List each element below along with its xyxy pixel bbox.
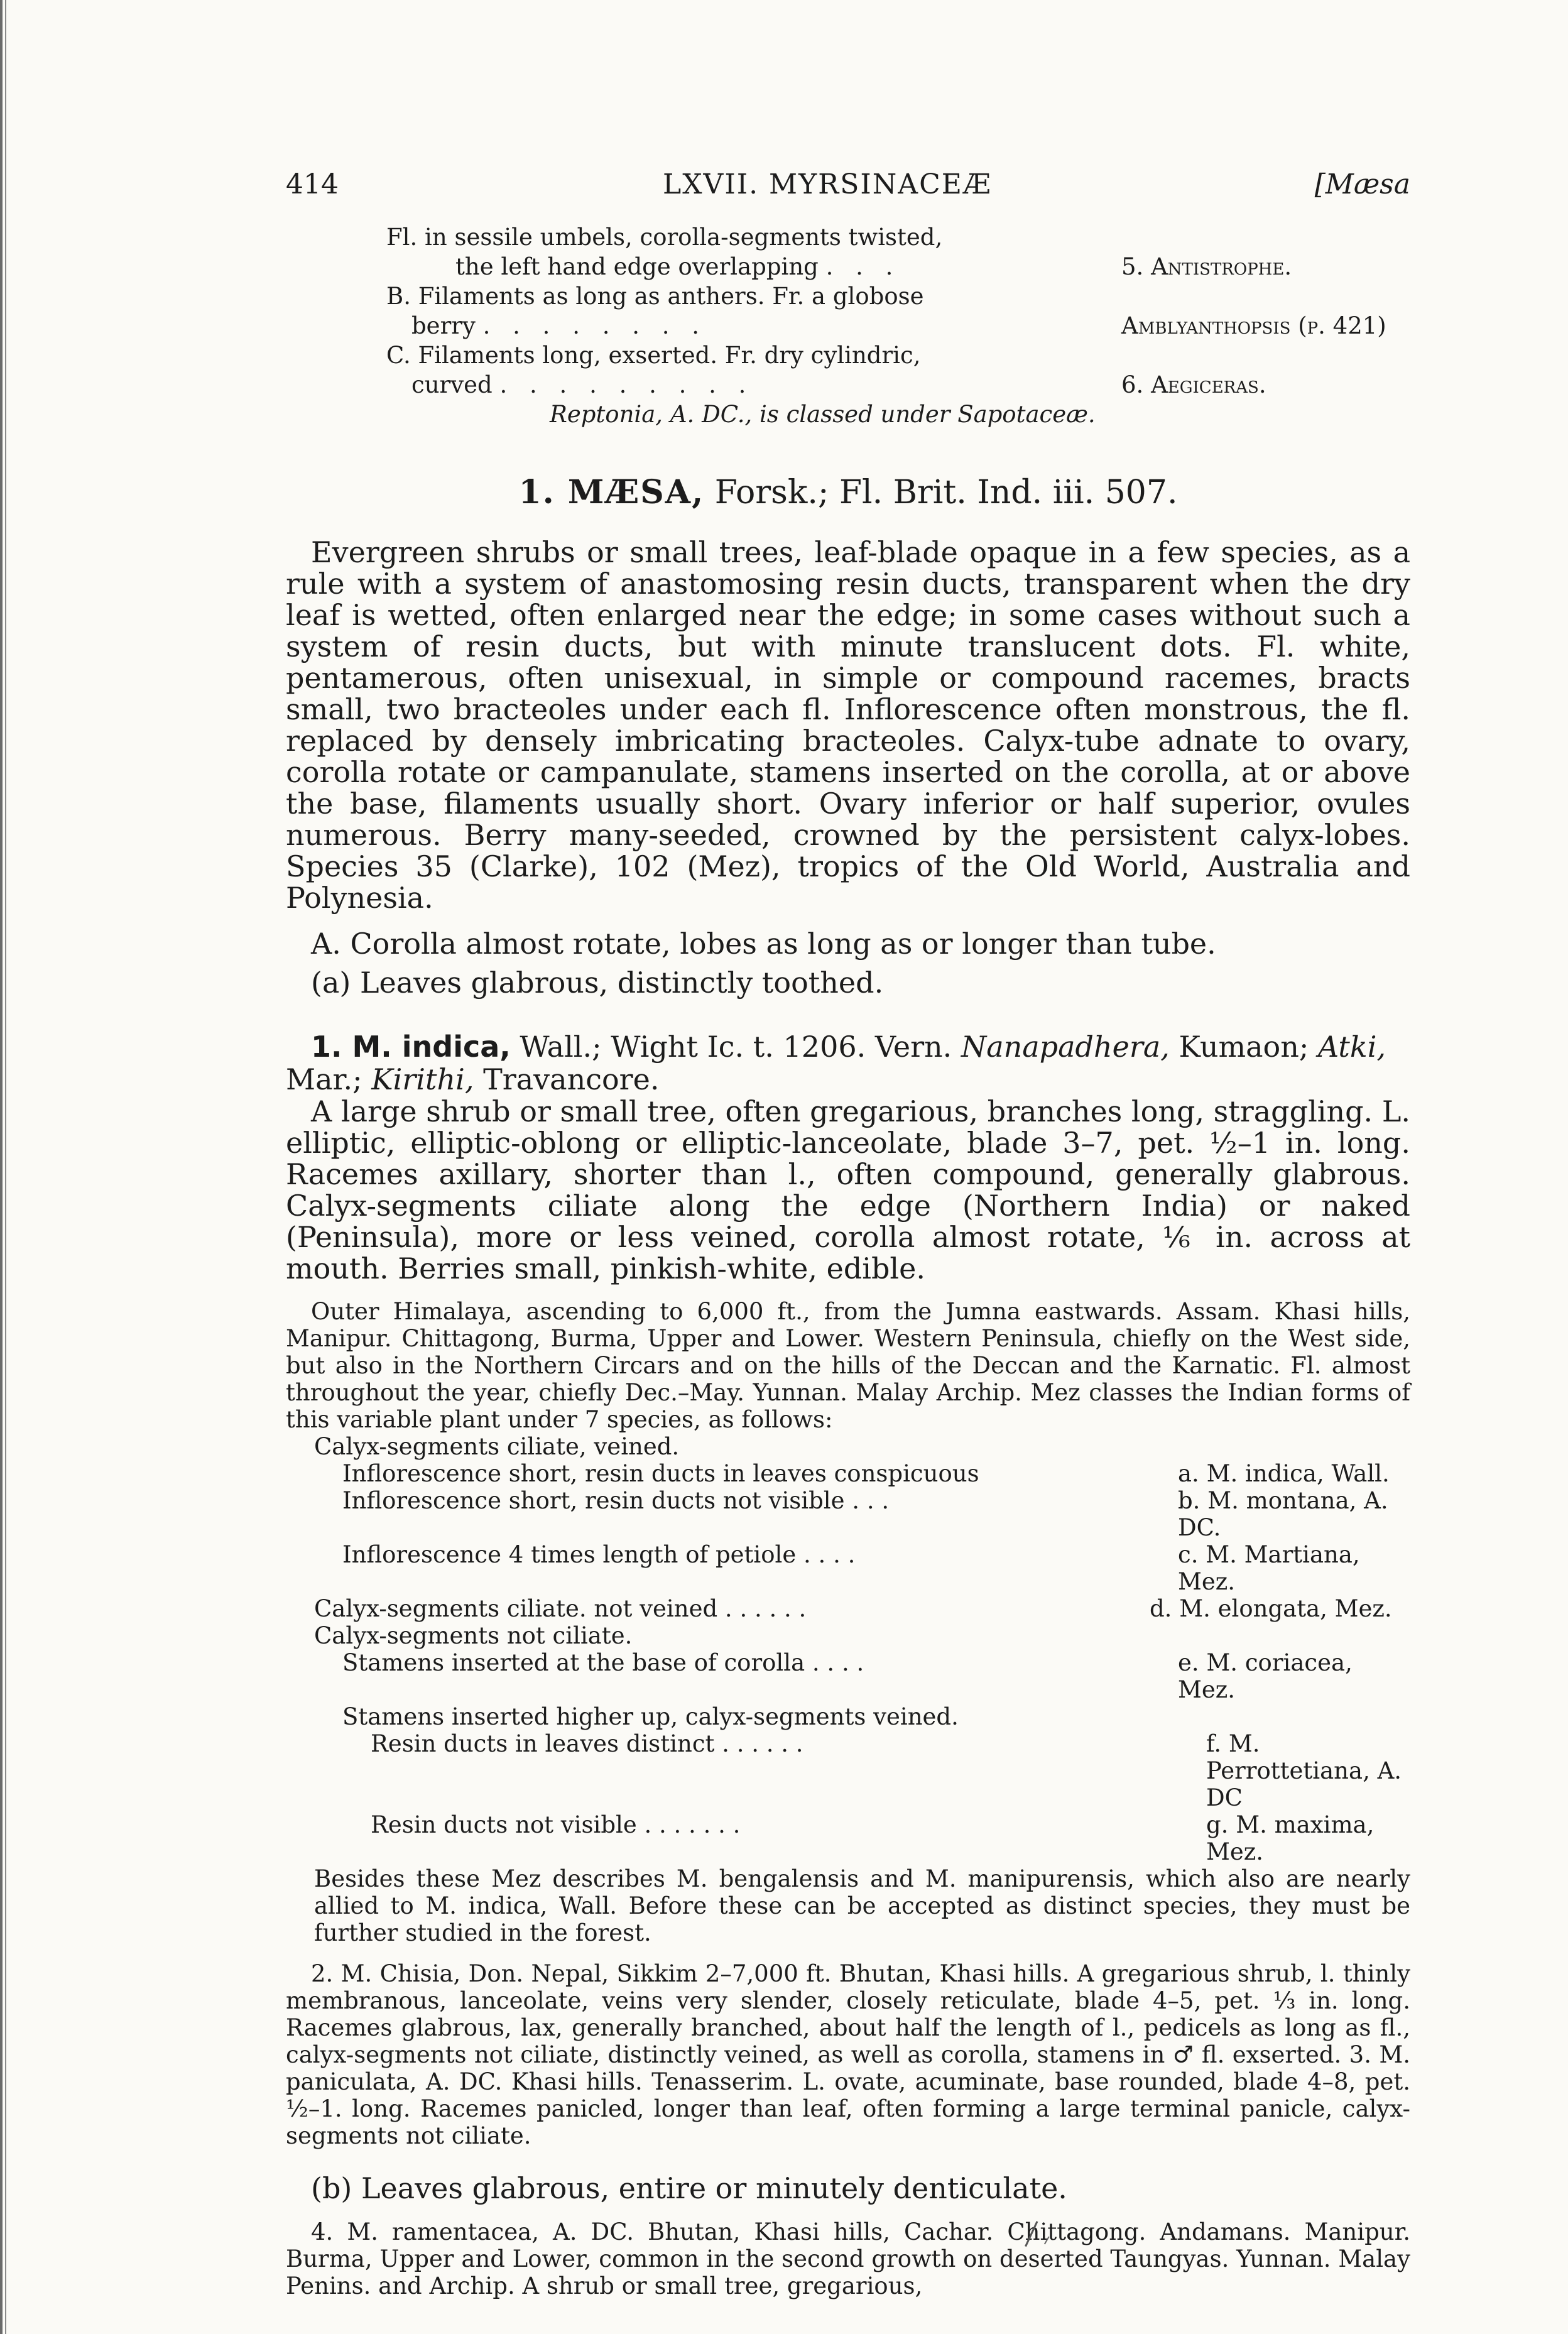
page-content [286, 168, 1410, 2299]
genus-description: Evergreen shrubs or small trees, leaf-blade opaque in a few species, as a rule with a system of anastomosing resin ducts, transparent when the dry leaf is wetted, often enlarged near the edge; in some cases without such a system of resin ducts, but with minute translucent dots. Fl. white, pentamerous, often unisexual, in simple or compound racemes, bracts small, two bracteoles under each fl. Inflorescence often monstrous, the fl. replaced by densely imbricating bracteoles. Calyx-tube adnate to ovary, corolla rotate or campanulate, stamens inserted on the corolla, at or above the base, filaments usually short. Ovary inferior or half superior, ovules numerous. Berry many-seeded, crowned by the persistent calyx-lobes. Species 35 (Clarke), 102 (Mez), tropics of the Old World, Australia and Polynesia. [286, 535, 1410, 915]
table-row: Stamens inserted higher up, calyx-segments veined. [342, 1703, 959, 1730]
species-1-description: A large shrub or small tree, often gregarious, branches long, straggling. L. elliptic, elliptic-oblong or elliptic-lanceolate, blade 3–7, pet. ½–1 in. long. Racemes axillary, shorter than l., often compound, generally glabrous. Calyx-segments ciliate along the edge (Northern India) or naked (Peninsula), more or less veined, corolla almost rotate, ⅙ in. across at mouth. Berries small, pinkish-white, edible. [286, 1094, 1410, 1285]
page-number: 414 [286, 168, 339, 200]
section-a-heading: A. Corolla almost rotate, lobes as long as or longer than tube. [311, 927, 1216, 961]
key-row: the left hand edge overlapping . . . 5. Antistrophe. [455, 253, 1292, 280]
species-2-3-text: 2. M. Chisia, Don. Nepal, Sikkim 2–7,000 ft. Bhutan, Khasi hills. A gregarious shrub, l. thinly membranous, lanceolate, veins very slender, closely reticulate, blade 4–5, pet. ⅓ in. long. Racemes glabrous, lax, generally branched, about half the length of l., pedicels as long as fl., calyx-segments not ciliate, distinctly veined, as well as corolla, stamens in ♂ fl. exserted. 3. M. paniculata, A. DC. Khasi hills. Tenasserim. L. ovate, acuminate, base rounded, blade 4–8, pet. ½–1. long. Racemes panicled, longer than leaf, often forming a large terminal panicle, calyx-segments not ciliate. [286, 1960, 1410, 2149]
family-title: LXVII. MYRSINACEÆ [663, 168, 992, 200]
genus-authority: Forsk.; Fl. Brit. Ind. iii. 507. [714, 474, 1178, 511]
key-row: berry . . . . . . . . Amblyanthopsis (p. 421) [411, 312, 1386, 339]
table-row: Inflorescence short, resin ducts not visible . . . b. M. montana, A. DC. [342, 1487, 1388, 1541]
table-row: Resin ducts in leaves distinct . . . . . . f. M. Perrottetiana, A. DC [371, 1730, 1402, 1811]
table-row: Stamens inserted at the base of corolla . . . . e. M. coriacea, Mez. [342, 1649, 1353, 1703]
subsection-b-heading: (b) Leaves glabrous, entire or minutely denticulate. [311, 2171, 1067, 2205]
key-row: curved . . . . . . . . . 6. Aegiceras. [411, 371, 1266, 398]
subsection-a-heading: (a) Leaves glabrous, distinctly toothed. [311, 966, 884, 1000]
table-row: Calyx-segments ciliate. not veined . . . . . . d. M. elongata, Mez. [314, 1595, 1392, 1622]
table-row: Calyx-segments ciliate, veined. [314, 1433, 680, 1460]
species-1-heading: 1. M. indica, Wall.; Wight Ic. t. 1206. Vern. Nanapadhera, Kumaon; Atki, Mar.; Kirithi, Travancore. [286, 1030, 1386, 1096]
mez-classification-table [286, 1433, 1410, 1865]
genus-heading [286, 473, 1410, 511]
table-row: Calyx-segments not ciliate. [314, 1622, 633, 1649]
species-1-name: 1. M. indica, [311, 1030, 511, 1064]
key-note: Reptonia, A. DC., is classed under Sapotaceæ. [550, 401, 1096, 428]
key-row: C. Filaments long, exserted. Fr. dry cylindric, [386, 342, 921, 369]
genus-key [286, 222, 1410, 429]
running-header [286, 168, 1410, 219]
species-1-distribution: Outer Himalaya, ascending to 6,000 ft., from the Jumna eastwards. Assam. Khasi hills, Manipur. Chittagong, Burma, Upper and Lower. Western Peninsula, chiefly on the West side, but also in the Northern Circars and on the hills of the Deccan and the Karnatic. Fl. almost throughout the year, chiefly Dec.–May. Yunnan. Malay Archip. Mez classes the Indian forms of this variable plant under 7 species, as follows: [286, 1298, 1410, 1433]
mez-note: Besides these Mez describes M. bengalensis and M. manipurensis, which also are nearly allied to M. indica, Wall. Before these can be accepted as distinct species, they must be further studied in the forest. [314, 1865, 1410, 1946]
table-row: Resin ducts not visible . . . . . . . g. M. maxima, Mez. [371, 1811, 1375, 1865]
key-row: Fl. in sessile umbels, corolla-segments twisted, [386, 224, 943, 251]
table-row: Inflorescence short, resin ducts in leaves conspicuous a. M. indica, Wall. [342, 1460, 1390, 1487]
table-row: Inflorescence 4 times length of petiole . . . . c. M. Martiana, Mez. [342, 1541, 1360, 1595]
genus-name: 1. MÆSA, [518, 473, 705, 511]
species-4-text: 4. M. ramentacea, A. DC. Bhutan, Khasi hills, Cachar. Chittagong. Andamans. Manipur. Burma, Upper and Lower, common in the second growth on deserted Taungyas. Yunnan. Malay Penins. and Archip. A shrub or small tree, gregarious, [286, 2218, 1410, 2299]
genus-running-head: [Mæsa [1314, 168, 1410, 200]
binding-edge [0, 0, 9, 2334]
key-row: B. Filaments as long as anthers. Fr. a globose [386, 283, 924, 310]
